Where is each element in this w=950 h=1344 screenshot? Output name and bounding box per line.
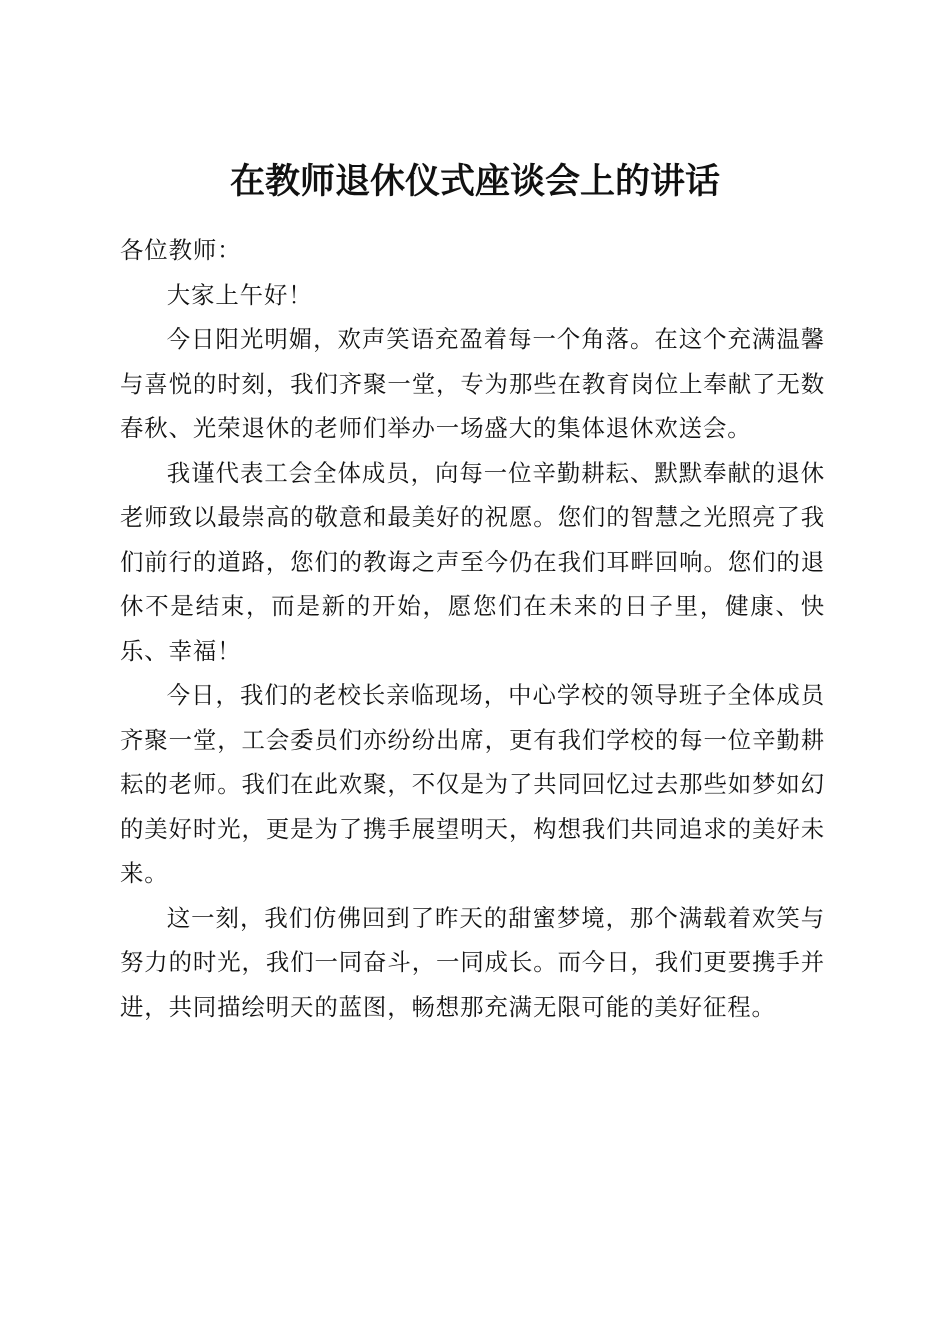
document-body: [120, 228, 825, 1029]
paragraph-attendees: 今日，我们的老校长亲临现场，中心学校的领导班子全体成员齐聚一堂，工会委员们亦纷纷出席，更有我们学校的每一位辛勤耕耘的老师。我们在此欢聚，不仅是为了共同回忆过去那些如梦如幻的美好时光，更是为了携手展望明天，构想我们共同追求的美好未来。: [120, 681, 825, 887]
salutation: 各位教师：: [120, 236, 242, 264]
paragraph-greeting: 大家上午好！: [166, 280, 313, 309]
document-title: 在教师退休仪式座谈会上的讲话: [229, 161, 720, 203]
paragraph-future: 这一刻，我们仿佛回到了昨天的甜蜜梦境，那个满载着欢笑与努力的时光，我们一同奋斗，一同成长。而今日，我们更要携手并进，共同描绘明天的蓝图，畅想那充满无限可能的美好征程。: [120, 903, 825, 1021]
paragraph-tribute: 我谨代表工会全体成员，向每一位辛勤耕耘、默默奉献的退休老师致以最崇高的敬意和最美好的祝愿。您们的智慧之光照亮了我们前行的道路，您们的教诲之声至今仍在我们耳畔回响。您们的退休不是结束，而是新的开始，愿您们在未来的日子里，健康、快乐、幸福！: [120, 458, 825, 665]
paragraph-opening: 今日阳光明媚，欢声笑语充盈着每一个角落。在这个充满温馨与喜悦的时刻，我们齐聚一堂，专为那些在教育岗位上奉献了无数春秋、光荣退休的老师们举办一场盛大的集体退休欢送会。: [120, 325, 825, 442]
